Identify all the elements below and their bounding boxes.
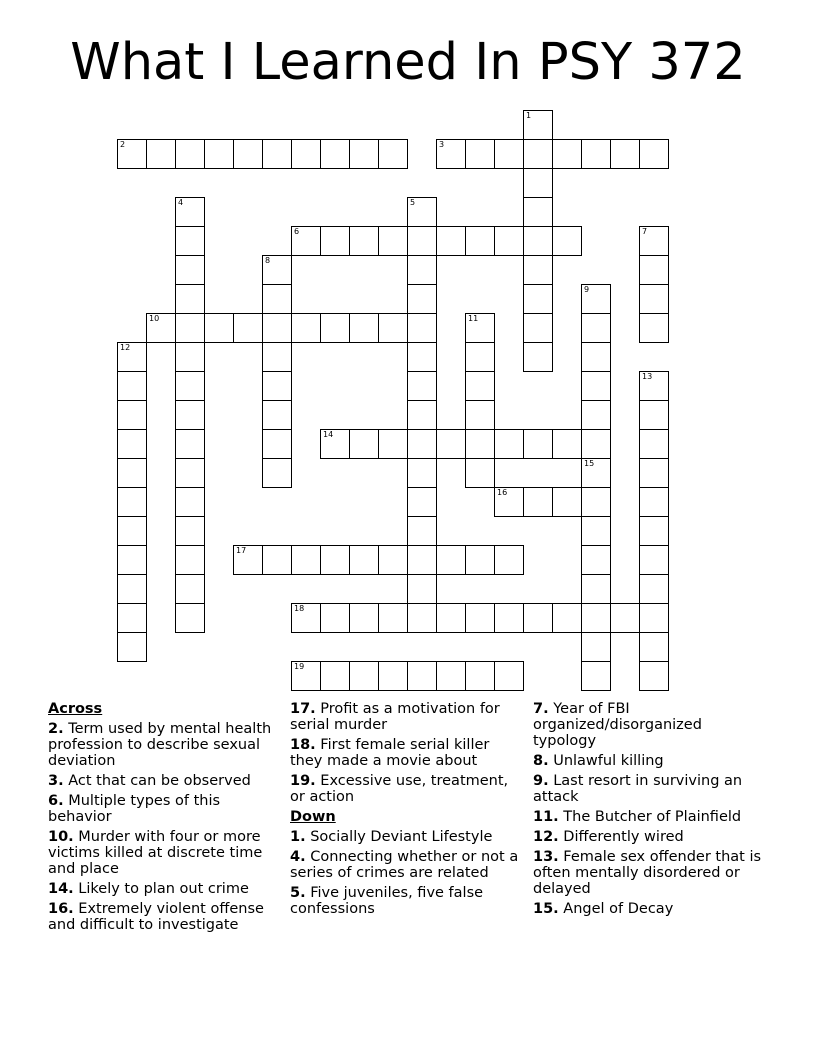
grid-cell[interactable]: [117, 139, 147, 169]
grid-cell[interactable]: [320, 661, 350, 691]
clue-text: Female sex offender that is often mentally disordered or delayed: [533, 849, 762, 897]
grid-cell[interactable]: [175, 458, 205, 488]
grid-cell[interactable]: [581, 313, 611, 343]
clue-text: Socially Deviant Lifestyle: [310, 829, 493, 845]
cell-number: 16: [497, 488, 508, 497]
clue-number: 18.: [290, 737, 316, 753]
grid-cell[interactable]: [639, 516, 669, 546]
grid-cell[interactable]: [117, 371, 147, 401]
clue-number: 6.: [48, 793, 64, 809]
grid-cell[interactable]: [552, 603, 582, 633]
grid-cell[interactable]: [465, 139, 495, 169]
grid-cell[interactable]: [581, 284, 611, 314]
clue-column-1: [48, 701, 280, 937]
grid-cell[interactable]: [465, 226, 495, 256]
across-clue: [290, 737, 522, 769]
across-clue: [48, 793, 280, 825]
down-clue: [290, 829, 522, 845]
clue-text: Excessive use, treatment, or action: [290, 773, 509, 805]
cell-number: 7: [642, 227, 648, 236]
grid-cell[interactable]: [436, 545, 466, 575]
clue-text: First female serial killer they made a movie about: [290, 737, 490, 769]
grid-cell[interactable]: [291, 545, 321, 575]
cell-number: 5: [410, 198, 416, 207]
grid-cell[interactable]: [175, 371, 205, 401]
grid-cell[interactable]: [639, 545, 669, 575]
grid-cell[interactable]: [175, 545, 205, 575]
grid-cell[interactable]: [349, 313, 379, 343]
clue-text: Profit as a motivation for serial murder: [290, 701, 500, 733]
clue-text: Likely to plan out crime: [78, 881, 249, 897]
grid-cell[interactable]: [117, 516, 147, 546]
grid-cell[interactable]: [523, 603, 553, 633]
grid-cell[interactable]: [639, 632, 669, 662]
clue-text: Last resort in surviving an attack: [533, 773, 743, 805]
grid-cell[interactable]: [407, 226, 437, 256]
clue-number: 10.: [48, 829, 74, 845]
grid-cell[interactable]: [407, 429, 437, 459]
clue-number: 13.: [533, 849, 559, 865]
grid-cell[interactable]: [639, 371, 669, 401]
grid-cell[interactable]: [407, 342, 437, 372]
across-clue: [48, 881, 280, 897]
grid-cell[interactable]: [581, 458, 611, 488]
grid-cell[interactable]: [552, 429, 582, 459]
grid-cell[interactable]: [465, 603, 495, 633]
clue-text: Year of FBI organized/disorganized typology: [533, 701, 702, 749]
grid-cell[interactable]: [407, 458, 437, 488]
grid-cell[interactable]: [407, 197, 437, 227]
across-heading: Across: [48, 701, 103, 717]
grid-cell[interactable]: [204, 139, 234, 169]
grid-cell[interactable]: [407, 574, 437, 604]
cell-number: 14: [323, 430, 334, 439]
grid-cell[interactable]: [494, 545, 524, 575]
clue-number: 1.: [290, 829, 306, 845]
grid-cell[interactable]: [291, 313, 321, 343]
grid-cell[interactable]: [320, 313, 350, 343]
grid-cell[interactable]: [552, 487, 582, 517]
grid-cell[interactable]: [233, 545, 263, 575]
grid-cell[interactable]: [407, 284, 437, 314]
grid-cell[interactable]: [262, 545, 292, 575]
cell-number: 17: [236, 546, 247, 555]
grid-cell[interactable]: [378, 545, 408, 575]
grid-cell[interactable]: [581, 342, 611, 372]
grid-cell[interactable]: [639, 139, 669, 169]
grid-cell[interactable]: [204, 313, 234, 343]
down-clue: [290, 849, 522, 881]
grid-cell[interactable]: [175, 313, 205, 343]
grid-cell[interactable]: [436, 603, 466, 633]
clue-text: Multiple types of this behavior: [48, 793, 221, 825]
grid-cell[interactable]: [117, 603, 147, 633]
grid-cell[interactable]: [523, 139, 553, 169]
grid-cell[interactable]: [639, 284, 669, 314]
grid-cell[interactable]: [175, 574, 205, 604]
grid-cell[interactable]: [291, 603, 321, 633]
cell-number: 10: [149, 314, 160, 323]
grid-cell[interactable]: [523, 226, 553, 256]
down-clue: [533, 829, 765, 845]
grid-cell[interactable]: [581, 603, 611, 633]
grid-cell[interactable]: [639, 255, 669, 285]
grid-cell[interactable]: [117, 545, 147, 575]
grid-cell[interactable]: [436, 226, 466, 256]
grid-cell[interactable]: [407, 255, 437, 285]
clue-text: Differently wired: [563, 829, 684, 845]
grid-cell[interactable]: [117, 458, 147, 488]
grid-cell[interactable]: [117, 574, 147, 604]
cell-number: 8: [265, 256, 271, 265]
grid-cell[interactable]: [378, 429, 408, 459]
grid-cell[interactable]: [262, 342, 292, 372]
grid-cell[interactable]: [552, 139, 582, 169]
grid-cell[interactable]: [494, 226, 524, 256]
grid-cell[interactable]: [262, 400, 292, 430]
grid-cell[interactable]: [494, 487, 524, 517]
grid-cell[interactable]: [639, 313, 669, 343]
grid-cell[interactable]: [465, 400, 495, 430]
clue-text: Term used by mental health profession to describe sexual deviation: [48, 721, 272, 769]
cell-number: 2: [120, 140, 126, 149]
grid-cell[interactable]: [581, 545, 611, 575]
grid-cell[interactable]: [523, 342, 553, 372]
cell-number: 3: [439, 140, 445, 149]
down-clue: [533, 849, 765, 897]
grid-cell[interactable]: [581, 574, 611, 604]
grid-cell[interactable]: [581, 429, 611, 459]
grid-cell[interactable]: [378, 226, 408, 256]
grid-cell[interactable]: [581, 661, 611, 691]
grid-cell[interactable]: [523, 313, 553, 343]
grid-cell[interactable]: [233, 139, 263, 169]
grid-cell[interactable]: [349, 429, 379, 459]
grid-cell[interactable]: [378, 139, 408, 169]
grid-cell[interactable]: [349, 603, 379, 633]
grid-cell[interactable]: [581, 400, 611, 430]
clue-number: 5.: [290, 885, 306, 901]
grid-cell[interactable]: [523, 429, 553, 459]
grid-cell[interactable]: [262, 313, 292, 343]
grid-cell[interactable]: [378, 603, 408, 633]
grid-cell[interactable]: [349, 226, 379, 256]
grid-cell[interactable]: [175, 429, 205, 459]
grid-cell[interactable]: [581, 516, 611, 546]
grid-cell[interactable]: [291, 661, 321, 691]
grid-cell[interactable]: [523, 110, 553, 140]
grid-cell[interactable]: [552, 226, 582, 256]
grid-cell[interactable]: [639, 487, 669, 517]
grid-cell[interactable]: [581, 371, 611, 401]
clue-column-2: [290, 701, 522, 921]
across-clue: [48, 721, 280, 769]
grid-cell[interactable]: [117, 342, 147, 372]
grid-cell[interactable]: [407, 545, 437, 575]
grid-cell[interactable]: [407, 371, 437, 401]
grid-cell[interactable]: [465, 661, 495, 691]
grid-cell[interactable]: [436, 139, 466, 169]
clue-number: 11.: [533, 809, 559, 825]
clue-text: Murder with four or more victims killed at discrete time and place: [48, 829, 263, 877]
grid-cell[interactable]: [175, 226, 205, 256]
grid-cell[interactable]: [349, 661, 379, 691]
clue-number: 12.: [533, 829, 559, 845]
grid-cell[interactable]: [175, 516, 205, 546]
grid-cell[interactable]: [117, 487, 147, 517]
grid-cell[interactable]: [291, 139, 321, 169]
clue-text: Five juveniles, five false confessions: [290, 885, 484, 917]
grid-cell[interactable]: [523, 197, 553, 227]
clue-number: 3.: [48, 773, 64, 789]
grid-cell[interactable]: [175, 603, 205, 633]
grid-cell[interactable]: [465, 458, 495, 488]
across-clue: [290, 701, 522, 733]
clue-number: 15.: [533, 901, 559, 917]
clue-text: Angel of Decay: [563, 901, 674, 917]
clue-text: The Butcher of Plainfield: [563, 809, 742, 825]
grid-cell[interactable]: [262, 284, 292, 314]
grid-cell[interactable]: [262, 429, 292, 459]
grid-cell[interactable]: [523, 487, 553, 517]
grid-cell[interactable]: [610, 139, 640, 169]
grid-cell[interactable]: [494, 429, 524, 459]
grid-cell[interactable]: [262, 458, 292, 488]
cell-number: 1: [526, 111, 532, 120]
grid-cell[interactable]: [407, 487, 437, 517]
across-clue: [48, 829, 280, 877]
grid-cell[interactable]: [320, 226, 350, 256]
clue-number: 9.: [533, 773, 549, 789]
grid-cell[interactable]: [494, 139, 524, 169]
grid-cell[interactable]: [175, 400, 205, 430]
clue-number: 16.: [48, 901, 74, 917]
down-clue: [290, 885, 522, 917]
puzzle-title: What I Learned In PSY 372: [70, 33, 746, 92]
grid-cell[interactable]: [610, 603, 640, 633]
clue-number: 8.: [533, 753, 549, 769]
grid-cell[interactable]: [639, 400, 669, 430]
grid-cell[interactable]: [320, 429, 350, 459]
grid-cell[interactable]: [581, 487, 611, 517]
grid-cell[interactable]: [262, 139, 292, 169]
cell-number: 18: [294, 604, 305, 613]
grid-cell[interactable]: [233, 313, 263, 343]
down-clue: [533, 701, 765, 749]
grid-cell[interactable]: [291, 226, 321, 256]
grid-cell[interactable]: [117, 400, 147, 430]
grid-cell[interactable]: [639, 574, 669, 604]
grid-cell[interactable]: [639, 458, 669, 488]
grid-cell[interactable]: [175, 487, 205, 517]
grid-cell[interactable]: [436, 429, 466, 459]
grid-cell[interactable]: [349, 139, 379, 169]
grid-cell[interactable]: [465, 545, 495, 575]
down-clue: [533, 809, 765, 825]
grid-cell[interactable]: [465, 371, 495, 401]
cell-number: 13: [642, 372, 653, 381]
grid-cell[interactable]: [523, 255, 553, 285]
clue-column-3: [533, 701, 765, 921]
grid-cell[interactable]: [407, 661, 437, 691]
grid-cell[interactable]: [465, 342, 495, 372]
across-clue: [48, 901, 280, 933]
cell-number: 19: [294, 662, 305, 671]
grid-cell[interactable]: [494, 603, 524, 633]
clue-text: Unlawful killing: [553, 753, 664, 769]
grid-cell[interactable]: [639, 226, 669, 256]
grid-cell[interactable]: [117, 429, 147, 459]
grid-cell[interactable]: [320, 139, 350, 169]
grid-cell[interactable]: [639, 429, 669, 459]
grid-cell[interactable]: [175, 284, 205, 314]
grid-cell[interactable]: [117, 632, 147, 662]
clue-number: 4.: [290, 849, 306, 865]
down-clue: [533, 901, 765, 917]
grid-cell[interactable]: [465, 429, 495, 459]
cell-number: 6: [294, 227, 300, 236]
clue-number: 14.: [48, 881, 74, 897]
grid-cell[interactable]: [523, 284, 553, 314]
grid-cell[interactable]: [175, 139, 205, 169]
grid-cell[interactable]: [581, 632, 611, 662]
cell-number: 15: [584, 459, 595, 468]
grid-cell[interactable]: [320, 545, 350, 575]
grid-cell[interactable]: [175, 197, 205, 227]
grid-cell[interactable]: [407, 516, 437, 546]
grid-cell[interactable]: [407, 400, 437, 430]
grid-cell[interactable]: [378, 313, 408, 343]
cell-number: 12: [120, 343, 131, 352]
grid-cell[interactable]: [523, 168, 553, 198]
grid-cell[interactable]: [175, 342, 205, 372]
grid-cell[interactable]: [378, 661, 408, 691]
grid-cell[interactable]: [436, 661, 466, 691]
cell-number: 4: [178, 198, 184, 207]
grid-cell[interactable]: [639, 661, 669, 691]
grid-cell[interactable]: [465, 313, 495, 343]
grid-cell[interactable]: [581, 139, 611, 169]
clue-number: 7.: [533, 701, 549, 717]
across-clue: [48, 773, 280, 789]
grid-cell[interactable]: [262, 255, 292, 285]
grid-cell[interactable]: [639, 603, 669, 633]
grid-cell[interactable]: [320, 603, 350, 633]
clue-number: 17.: [290, 701, 316, 717]
grid-cell[interactable]: [407, 313, 437, 343]
grid-cell[interactable]: [146, 139, 176, 169]
clue-number: 19.: [290, 773, 316, 789]
clue-text: Act that can be observed: [68, 773, 251, 789]
clue-text: Extremely violent offense and difficult to investigate: [48, 901, 264, 933]
grid-cell[interactable]: [407, 603, 437, 633]
down-heading: Down: [290, 809, 336, 825]
grid-cell[interactable]: [349, 545, 379, 575]
down-clue: [533, 773, 765, 805]
cell-number: 11: [468, 314, 479, 323]
clue-text: Connecting whether or not a series of crimes are related: [290, 849, 519, 881]
cell-number: 9: [584, 285, 590, 294]
down-clue: [533, 753, 765, 769]
clue-number: 2.: [48, 721, 64, 737]
grid-cell[interactable]: [262, 371, 292, 401]
grid-cell[interactable]: [494, 661, 524, 691]
grid-cell[interactable]: [175, 255, 205, 285]
across-clue: [290, 773, 522, 805]
grid-cell[interactable]: [146, 313, 176, 343]
